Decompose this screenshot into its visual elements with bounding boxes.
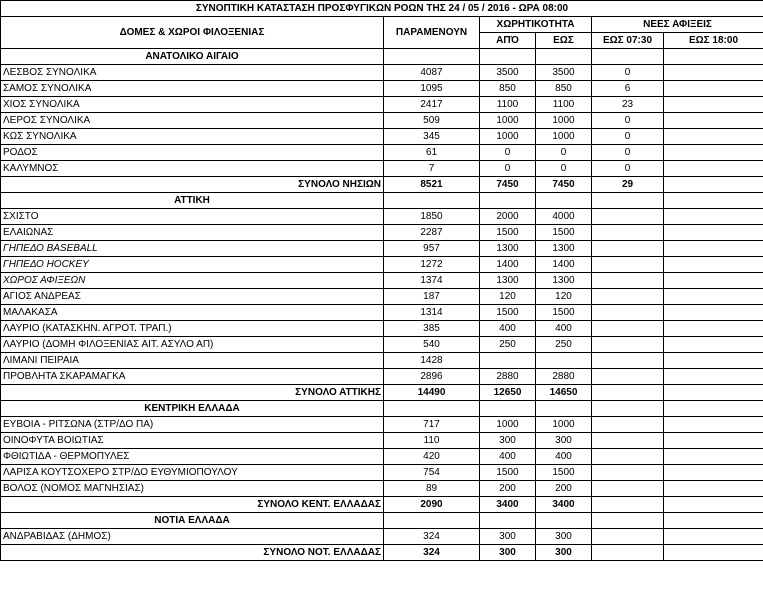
remaining-value: 1428 (384, 353, 480, 369)
table-row (1, 161, 763, 177)
section-name: ΑΝΑΤΟΛΙΚΟ ΑΙΓΑΙΟ (1, 49, 384, 65)
empty-cell (536, 513, 592, 529)
header-structures: ΔΟΜΕΣ & ΧΩΡΟΙ ΦΙΛΟΞΕΝΙΑΣ (1, 17, 384, 49)
arrivals-1800-value (664, 417, 763, 433)
facility-name: ΣΑΜΟΣ ΣΥΝΟΛΙΚΑ (1, 81, 384, 97)
capacity-to-value: 2880 (536, 369, 592, 385)
capacity-to-value: 1500 (536, 225, 592, 241)
section-header-row (1, 49, 763, 65)
arrivals-0730-value: 6 (592, 81, 664, 97)
facility-name: ΛΙΜΑΝΙ ΠΕΙΡΑΙΑ (1, 353, 384, 369)
capacity-from-value: 1500 (480, 305, 536, 321)
remaining-value: 1272 (384, 257, 480, 273)
capacity-from-value: 1000 (480, 129, 536, 145)
arrivals-0730-value: 0 (592, 129, 664, 145)
facility-name: ΛΕΡΟΣ ΣΥΝΟΛΙΚΑ (1, 113, 384, 129)
arrivals-0730-value (592, 337, 664, 353)
arrivals-0730-value: 0 (592, 65, 664, 81)
facility-name: ΑΝΔΡΑΒΙΔΑΣ (ΔΗΜΟΣ) (1, 529, 384, 545)
facility-name: ΒΟΛΟΣ (ΝΟΜΟΣ ΜΑΓΝΗΣΙΑΣ) (1, 481, 384, 497)
capacity-to-value: 1000 (536, 129, 592, 145)
total-capacity-to: 14650 (536, 385, 592, 401)
remaining-value: 324 (384, 529, 480, 545)
table-row (1, 417, 763, 433)
remaining-value: 509 (384, 113, 480, 129)
capacity-to-value: 1300 (536, 273, 592, 289)
table-row (1, 353, 763, 369)
capacity-from-value: 1100 (480, 97, 536, 113)
capacity-from-value (480, 353, 536, 369)
arrivals-0730-value: 0 (592, 145, 664, 161)
facility-name: ΦΘΙΩΤΙΔΑ - ΘΕΡΜΟΠΥΛΕΣ (1, 449, 384, 465)
table-row (1, 433, 763, 449)
arrivals-0730-value (592, 433, 664, 449)
capacity-from-value: 2000 (480, 209, 536, 225)
arrivals-1800-value (664, 337, 763, 353)
table-row (1, 113, 763, 129)
total-remaining: 324 (384, 545, 480, 561)
header-new-arrivals: ΝΕΕΣ ΑΦΙΞΕΙΣ (592, 17, 763, 33)
empty-cell (536, 193, 592, 209)
capacity-from-value: 0 (480, 145, 536, 161)
arrivals-1800-value (664, 81, 763, 97)
section-header-row (1, 193, 763, 209)
capacity-from-value: 200 (480, 481, 536, 497)
facility-name: ΡΟΔΟΣ (1, 145, 384, 161)
remaining-value: 385 (384, 321, 480, 337)
remaining-value: 2417 (384, 97, 480, 113)
empty-cell (480, 49, 536, 65)
header-capacity-to: ΕΩΣ (536, 33, 592, 49)
section-name: ΝΟΤΙΑ ΕΛΛΑΔΑ (1, 513, 384, 529)
arrivals-1800-value (664, 305, 763, 321)
facility-name: ΛΑΥΡΙΟ (ΚΑΤΑΣΚΗΝ. ΑΓΡΟΤ. ΤΡΑΠ.) (1, 321, 384, 337)
capacity-from-value: 0 (480, 161, 536, 177)
capacity-from-value: 850 (480, 81, 536, 97)
arrivals-1800-value (664, 161, 763, 177)
header-arrivals-0730: ΕΩΣ 07:30 (592, 33, 664, 49)
section-name: ΚΕΝΤΡΙΚΗ ΕΛΛΑΔΑ (1, 401, 384, 417)
total-capacity-to: 7450 (536, 177, 592, 193)
facility-name: ΚΩΣ ΣΥΝΟΛΙΚΑ (1, 129, 384, 145)
empty-cell (664, 401, 763, 417)
capacity-to-value: 200 (536, 481, 592, 497)
capacity-to-value: 4000 (536, 209, 592, 225)
arrivals-0730-value (592, 289, 664, 305)
table-row (1, 209, 763, 225)
total-arrivals-1800 (664, 497, 763, 513)
table-row (1, 449, 763, 465)
capacity-from-value: 3500 (480, 65, 536, 81)
remaining-value: 89 (384, 481, 480, 497)
table-row (1, 145, 763, 161)
facility-name: ΛΕΣΒΟΣ ΣΥΝΟΛΙΚΑ (1, 65, 384, 81)
arrivals-0730-value (592, 257, 664, 273)
arrivals-1800-value (664, 369, 763, 385)
total-remaining: 8521 (384, 177, 480, 193)
total-row (1, 545, 763, 561)
arrivals-0730-value (592, 369, 664, 385)
arrivals-0730-value (592, 417, 664, 433)
facility-name: ΜΑΛΑΚΑΣΑ (1, 305, 384, 321)
remaining-value: 7 (384, 161, 480, 177)
capacity-from-value: 400 (480, 321, 536, 337)
arrivals-1800-value (664, 241, 763, 257)
arrivals-1800-value (664, 113, 763, 129)
table-row (1, 481, 763, 497)
facility-name: ΚΑΛΥΜΝΟΣ (1, 161, 384, 177)
table-row (1, 257, 763, 273)
arrivals-0730-value (592, 273, 664, 289)
total-arrivals-0730 (592, 497, 664, 513)
total-label: ΣΥΝΟΛΟ ΑΤΤΙΚΗΣ (1, 385, 384, 401)
arrivals-0730-value (592, 209, 664, 225)
capacity-to-value: 0 (536, 161, 592, 177)
arrivals-1800-value (664, 273, 763, 289)
empty-cell (536, 401, 592, 417)
arrivals-0730-value (592, 321, 664, 337)
remaining-value: 345 (384, 129, 480, 145)
capacity-to-value: 850 (536, 81, 592, 97)
arrivals-0730-value: 0 (592, 161, 664, 177)
arrivals-0730-value (592, 225, 664, 241)
total-capacity-from: 7450 (480, 177, 536, 193)
total-remaining: 14490 (384, 385, 480, 401)
total-arrivals-1800 (664, 177, 763, 193)
arrivals-1800-value (664, 465, 763, 481)
total-capacity-from: 3400 (480, 497, 536, 513)
capacity-from-value: 1000 (480, 417, 536, 433)
empty-cell (384, 401, 480, 417)
remaining-value: 2896 (384, 369, 480, 385)
arrivals-0730-value (592, 465, 664, 481)
header-capacity: ΧΩΡΗΤΙΚΟΤΗΤΑ (480, 17, 592, 33)
total-capacity-from: 12650 (480, 385, 536, 401)
capacity-from-value: 1300 (480, 273, 536, 289)
capacity-from-value: 1500 (480, 225, 536, 241)
arrivals-1800-value (664, 481, 763, 497)
total-arrivals-1800 (664, 545, 763, 561)
header-remaining: ΠΑΡΑΜΕΝΟΥΝ (384, 17, 480, 49)
capacity-to-value: 120 (536, 289, 592, 305)
total-row (1, 385, 763, 401)
arrivals-0730-value (592, 529, 664, 545)
facility-name: ΠΡΟΒΛΗΤΑ ΣΚΑΡΑΜΑΓΚΑ (1, 369, 384, 385)
arrivals-0730-value: 23 (592, 97, 664, 113)
arrivals-1800-value (664, 209, 763, 225)
arrivals-0730-value (592, 241, 664, 257)
facility-name: ΟΙΝΟΦΥΤΑ ΒΟΙΩΤΙΑΣ (1, 433, 384, 449)
arrivals-0730-value (592, 449, 664, 465)
arrivals-1800-value (664, 529, 763, 545)
facility-name: ΕΥΒΟΙΑ - ΡΙΤΣΩΝΑ (ΣΤΡ/ΔΟ ΠΑ) (1, 417, 384, 433)
total-arrivals-1800 (664, 385, 763, 401)
arrivals-0730-value (592, 353, 664, 369)
facility-name: ΛΑΡΙΣΑ ΚΟΥΤΣΟΧΕΡΟ ΣΤΡ/ΔΟ ΕΥΘΥΜΙΟΠΟΥΛΟΥ (1, 465, 384, 481)
arrivals-1800-value (664, 257, 763, 273)
total-arrivals-0730 (592, 545, 664, 561)
arrivals-1800-value (664, 225, 763, 241)
table-row (1, 321, 763, 337)
capacity-from-value: 400 (480, 449, 536, 465)
empty-cell (480, 513, 536, 529)
empty-cell (664, 49, 763, 65)
facility-name: ΧΙΟΣ ΣΥΝΟΛΙΚΑ (1, 97, 384, 113)
remaining-value: 187 (384, 289, 480, 305)
empty-cell (664, 513, 763, 529)
remaining-value: 957 (384, 241, 480, 257)
capacity-to-value: 0 (536, 145, 592, 161)
capacity-from-value: 1000 (480, 113, 536, 129)
table-row (1, 465, 763, 481)
empty-cell (384, 49, 480, 65)
section-header-row (1, 513, 763, 529)
total-label: ΣΥΝΟΛΟ ΚΕΝΤ. ΕΛΛΑΔΑΣ (1, 497, 384, 513)
arrivals-1800-value (664, 97, 763, 113)
total-capacity-to: 3400 (536, 497, 592, 513)
arrivals-1800-value (664, 289, 763, 305)
empty-cell (480, 401, 536, 417)
capacity-to-value: 300 (536, 529, 592, 545)
capacity-from-value: 300 (480, 433, 536, 449)
arrivals-1800-value (664, 321, 763, 337)
header-capacity-from: ΑΠΌ (480, 33, 536, 49)
total-arrivals-0730: 29 (592, 177, 664, 193)
arrivals-0730-value: 0 (592, 113, 664, 129)
total-remaining: 2090 (384, 497, 480, 513)
remaining-value: 110 (384, 433, 480, 449)
arrivals-0730-value (592, 305, 664, 321)
capacity-to-value: 1100 (536, 97, 592, 113)
table-row (1, 97, 763, 113)
remaining-value: 1850 (384, 209, 480, 225)
arrivals-0730-value (592, 481, 664, 497)
remaining-value: 2287 (384, 225, 480, 241)
table-row (1, 225, 763, 241)
total-capacity-from: 300 (480, 545, 536, 561)
facility-name: ΧΩΡΟΣ ΑΦΙΞΕΩΝ (1, 273, 384, 289)
arrivals-1800-value (664, 353, 763, 369)
facility-name: ΓΗΠΕΔΟ BASEBALL (1, 241, 384, 257)
arrivals-1800-value (664, 449, 763, 465)
table-row (1, 129, 763, 145)
total-capacity-to: 300 (536, 545, 592, 561)
capacity-from-value: 2880 (480, 369, 536, 385)
empty-cell (592, 193, 664, 209)
empty-cell (536, 49, 592, 65)
section-name: ΑΤΤΙΚΗ (1, 193, 384, 209)
capacity-to-value: 400 (536, 321, 592, 337)
capacity-from-value: 1500 (480, 465, 536, 481)
table-row (1, 289, 763, 305)
empty-cell (592, 49, 664, 65)
remaining-value: 717 (384, 417, 480, 433)
capacity-from-value: 1400 (480, 257, 536, 273)
facility-name: ΣΧΙΣΤΟ (1, 209, 384, 225)
remaining-value: 754 (384, 465, 480, 481)
capacity-to-value: 1500 (536, 465, 592, 481)
empty-cell (592, 401, 664, 417)
empty-cell (384, 513, 480, 529)
arrivals-1800-value (664, 65, 763, 81)
table-row (1, 81, 763, 97)
capacity-from-value: 120 (480, 289, 536, 305)
remaining-value: 4087 (384, 65, 480, 81)
table-row (1, 65, 763, 81)
capacity-to-value: 3500 (536, 65, 592, 81)
capacity-to-value: 250 (536, 337, 592, 353)
header-arrivals-1800: ΕΩΣ 18:00 (664, 33, 763, 49)
capacity-to-value: 1400 (536, 257, 592, 273)
remaining-value: 1095 (384, 81, 480, 97)
arrivals-1800-value (664, 129, 763, 145)
capacity-from-value: 1300 (480, 241, 536, 257)
remaining-value: 540 (384, 337, 480, 353)
section-header-row (1, 401, 763, 417)
total-arrivals-0730 (592, 385, 664, 401)
facility-name: ΛΑΥΡΙΟ (ΔΟΜΗ ΦΙΛΟΞΕΝΙΑΣ ΑΙΤ. ΑΣΥΛΟ ΑΠ) (1, 337, 384, 353)
total-row (1, 497, 763, 513)
empty-cell (664, 193, 763, 209)
total-label: ΣΥΝΟΛΟ ΝΗΣΙΩΝ (1, 177, 384, 193)
remaining-value: 61 (384, 145, 480, 161)
table-row (1, 337, 763, 353)
capacity-to-value (536, 353, 592, 369)
empty-cell (592, 513, 664, 529)
facility-name: ΕΛΑΙΩΝΑΣ (1, 225, 384, 241)
arrivals-1800-value (664, 433, 763, 449)
capacity-to-value: 1500 (536, 305, 592, 321)
table-row (1, 369, 763, 385)
table-row (1, 305, 763, 321)
facility-name: ΓΗΠΕΔΟ HOCKEY (1, 257, 384, 273)
empty-cell (384, 193, 480, 209)
remaining-value: 420 (384, 449, 480, 465)
empty-cell (480, 193, 536, 209)
remaining-value: 1314 (384, 305, 480, 321)
capacity-to-value: 1300 (536, 241, 592, 257)
total-label: ΣΥΝΟΛΟ ΝΟΤ. ΕΛΛΑΔΑΣ (1, 545, 384, 561)
remaining-value: 1374 (384, 273, 480, 289)
report-title: ΣΥΝΟΠΤΙΚΗ ΚΑΤΑΣΤΑΣΗ ΠΡΟΣΦΥΓΙΚΩΝ ΡΟΩΝ ΤΗΣ 24 / 05 / 2016 - ΩΡΑ 08:00 (1, 1, 763, 17)
capacity-to-value: 400 (536, 449, 592, 465)
arrivals-1800-value (664, 145, 763, 161)
table-row (1, 273, 763, 289)
table-row (1, 241, 763, 257)
table-row (1, 529, 763, 545)
capacity-to-value: 1000 (536, 113, 592, 129)
capacity-to-value: 1000 (536, 417, 592, 433)
capacity-from-value: 250 (480, 337, 536, 353)
total-row (1, 177, 763, 193)
capacity-from-value: 300 (480, 529, 536, 545)
capacity-to-value: 300 (536, 433, 592, 449)
facility-name: ΑΓΙΟΣ ΑΝΔΡΕΑΣ (1, 289, 384, 305)
